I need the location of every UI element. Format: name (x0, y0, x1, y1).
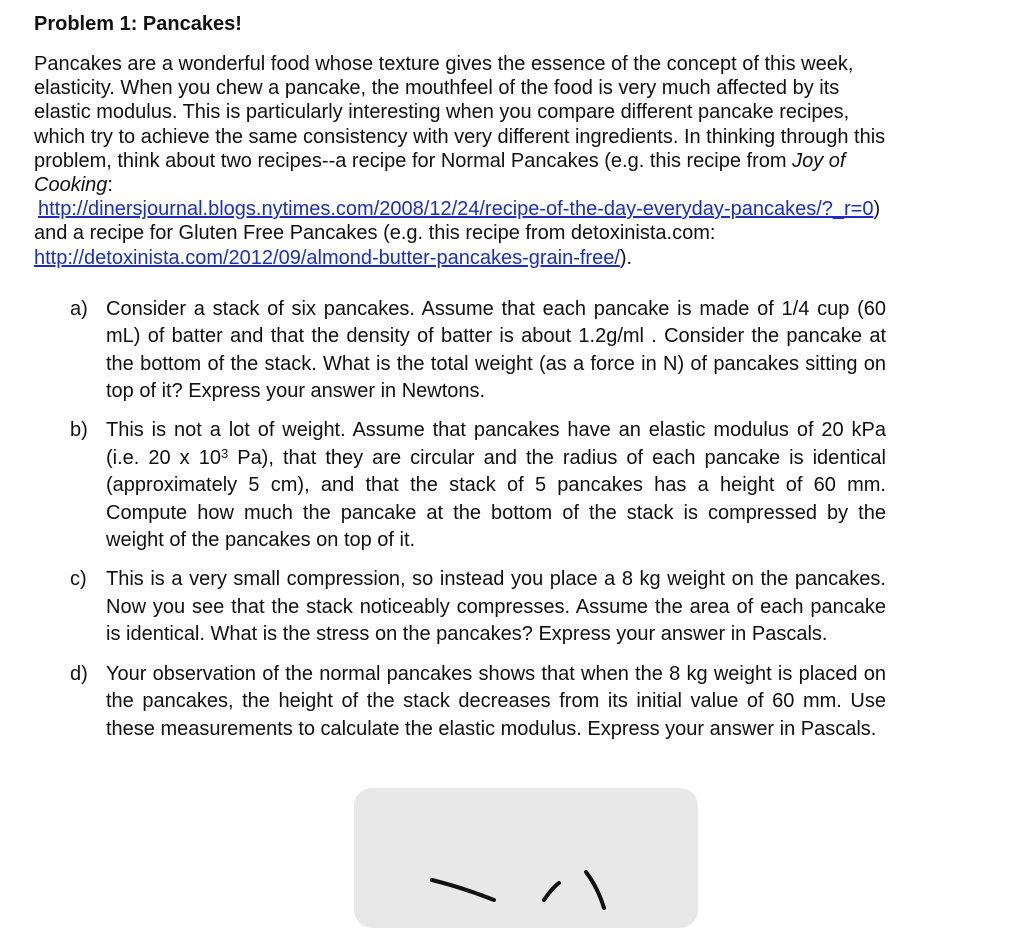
problem-list (34, 296, 886, 743)
problem-text: This is a very small compression, so instead you place a 8 kg weight on the pancakes. Now you see that the stack noticeably compresses. Assume the area of each pancake is identical. What is the stress on the pancakes? Express your answer in Pascals. (106, 568, 886, 646)
problem-marker: d) (70, 662, 88, 685)
scribble-icon (354, 788, 698, 928)
exponent: 3 (220, 445, 229, 461)
problem-text: Your observation of the normal pancakes shows that when the 8 kg weight is placed on the pancakes, the height of the stack decreases from its initial value of 60 mm. Use these measurements to calculate the elastic modulus. Express your answer in Pascals. (106, 662, 886, 740)
problem-marker: a) (70, 297, 88, 320)
problem-marker: b) (70, 419, 88, 442)
document-page (34, 10, 886, 755)
overlay-popup[interactable] (354, 788, 698, 928)
problem-c (34, 566, 886, 648)
problem-text: Consider a stack of six pancakes. Assume that each pancake is made of 1/4 cup (60 mL) of batter and that the density of batter is about 1.2g/ml . Consider the pancake at the bottom of the stack. What is the total weight (as a force in N) of pancakes sitting on top of it? Express your answer in Newtons. (106, 297, 886, 403)
problem-marker: c) (70, 568, 87, 591)
intro-text-gluten: and a recipe for Gluten Free Pancakes (e.g. this recipe from detoxinista.com: (34, 222, 716, 245)
intro-paragraph-1 (34, 52, 886, 221)
intro-text (34, 52, 886, 270)
book-title: Joy of Cooking (34, 149, 846, 197)
intro-paren-close: ) (873, 198, 881, 221)
intro-end: ). (619, 246, 633, 269)
problem-b (34, 417, 886, 554)
intro-paragraph-2 (34, 221, 886, 269)
problem-title: Problem 1: Pancakes! (34, 13, 242, 35)
intro-text-start: Pancakes are a wonderful food whose texture gives the essence of the concept of this week, elasticity. When you chew a pancake, the mouthfeel of the food is very much affected by its elastic modulus. This is particularly interesting when you compare different pancake recipes, which try to achieve the same consistency with very different ingredients. In thinking through this problem, think about two recipes--a recipe for Normal Pancakes (e.g. this recipe from (34, 53, 886, 172)
intro-colon: : (107, 174, 113, 197)
problem-d (34, 661, 886, 743)
problem-a (34, 296, 886, 406)
gluten-free-link[interactable]: http://detoxinista.com/2012/09/almond-butter-pancakes-grain-free/ (34, 246, 620, 269)
problem-text-cont: Pa), that they are circular and the radius of each pancake is identical (approximately 5 cm), and that the stack of 5 pancakes has a height of 60 mm. Compute how much the pancake at the bottom of the stack is compressed by the weight of the pancakes on top of it. (106, 446, 886, 552)
problem-text: This is not a lot of weight. Assume that pancakes have an elastic modulus of 20 kPa (i.e. 20 x 10 (106, 419, 886, 469)
normal-pancakes-link[interactable]: http://dinersjournal.blogs.nytimes.com/2008/12/24/recipe-of-the-day-everyday-pancakes/?_r=0 (38, 198, 874, 221)
